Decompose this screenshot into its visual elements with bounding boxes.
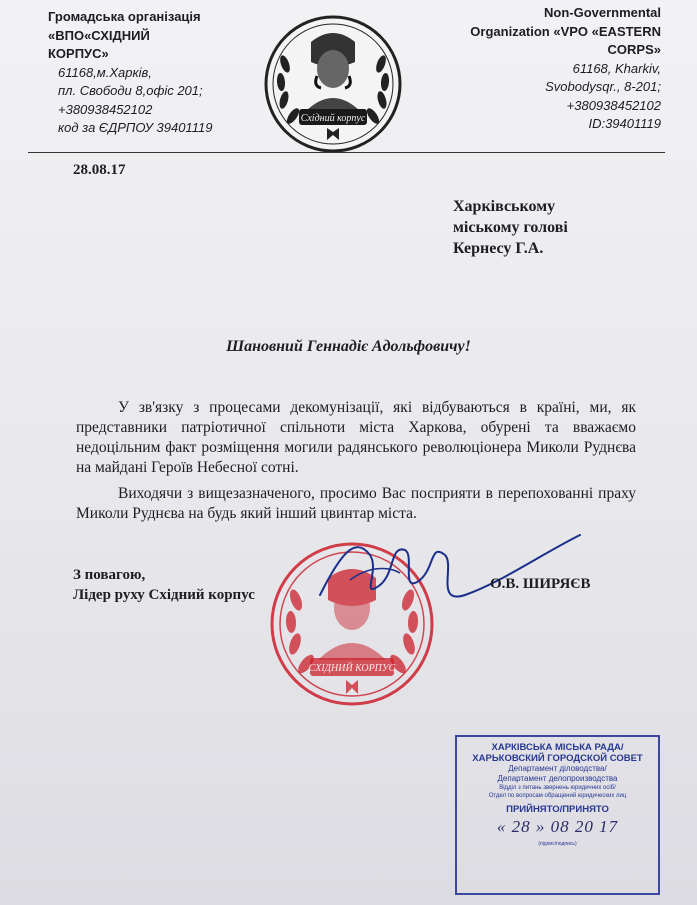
stamp-line4: Департамент делопроизводства [497, 774, 618, 783]
registry-stamp [455, 735, 660, 895]
body-paragraph-2: Виходячи з вищезазначеного, просимо Вас посприяти в перепохованні праху Миколи Руднєва на будь який інший цвинтар міста. [76, 485, 636, 522]
address-en: 61168, Kharkiv, [572, 60, 661, 76]
letter-body [76, 398, 636, 530]
stamp-signature-line: (підпис/подпись) [538, 841, 577, 847]
edrpou-code: код за ЄДРПОУ 39401119 [58, 120, 213, 135]
org-name-en-line3: CORPS» [607, 42, 661, 57]
stamp-line5: Відділ з питань звернень юридичних осіб/ [499, 785, 616, 791]
id-en: ID:39401119 [588, 116, 661, 131]
letter-date: 28.08.17 [73, 162, 126, 178]
org-name-ua-line1: Громадська організація [48, 9, 201, 24]
addressee-line3: Кернесу Г.А. [453, 240, 544, 257]
stamp-line1: ХАРКІВСЬКА МІСЬКА РАДА/ [491, 742, 624, 753]
closing-line2: Лідер руху Східний корпус [73, 587, 255, 603]
letterhead-left [48, 8, 248, 138]
letterhead-divider [28, 152, 665, 153]
org-name-ua-line3: КОРПУС» [48, 46, 109, 61]
logo-text: Східний корпус [300, 113, 366, 124]
stamp-accepted: ПРИЙНЯТО/ПРИНЯТО [506, 804, 609, 815]
street-ua: пл. Свободи 8,офіс 201; [58, 83, 203, 98]
stamp-line2: ХАРЬКОВСКИЙ ГОРОДСКОЙ СОВЕТ [472, 753, 643, 764]
org-name-en-line2: Organization «VPO «EASTERN [470, 23, 661, 39]
stamp-line3: Департамент діловодства/ [508, 764, 607, 773]
address-ua: 61168,м.Харків, [58, 64, 152, 80]
org-name-en-line1: Non-Governmental [543, 5, 661, 20]
salutation: Шановний Геннадіє Адольфовичу! [226, 338, 471, 355]
signer-name: О.В. ШИРЯЄВ [490, 576, 591, 592]
closing-block [73, 565, 255, 605]
stamp-date: « 28 » 08 20 17 [496, 817, 619, 836]
org-name-ua-line2: «ВПО«СХІДНИЙ [48, 27, 150, 43]
body-paragraph-1: У зв'язку з процесами декомунізації, які відбуваються в країні, ми, як представники патріотичної спільноти міста Харкова, обурені та вважаємо недоцільним факт розміщення могили радянського революціонера Миколи Руднєва на майдані Героїв Небесної сотні. [76, 399, 636, 476]
organization-logo [263, 14, 403, 154]
closing-line1: З повагою, [73, 567, 146, 583]
addressee-line1: Харківському [453, 198, 556, 215]
phone-en: +380938452102 [566, 97, 661, 113]
letterhead-right [421, 4, 661, 134]
street-en: Svobodysqr., 8-201; [545, 79, 661, 94]
phone-ua: +380938452102 [58, 101, 153, 117]
addressee-line2: міському голові [453, 219, 568, 236]
stamp-line6: Отдел по вопросам обращений юридических лиц [488, 793, 627, 799]
addressee-block [453, 196, 568, 259]
seal-text: СХІДНИЙ КОРПУС [308, 663, 396, 674]
